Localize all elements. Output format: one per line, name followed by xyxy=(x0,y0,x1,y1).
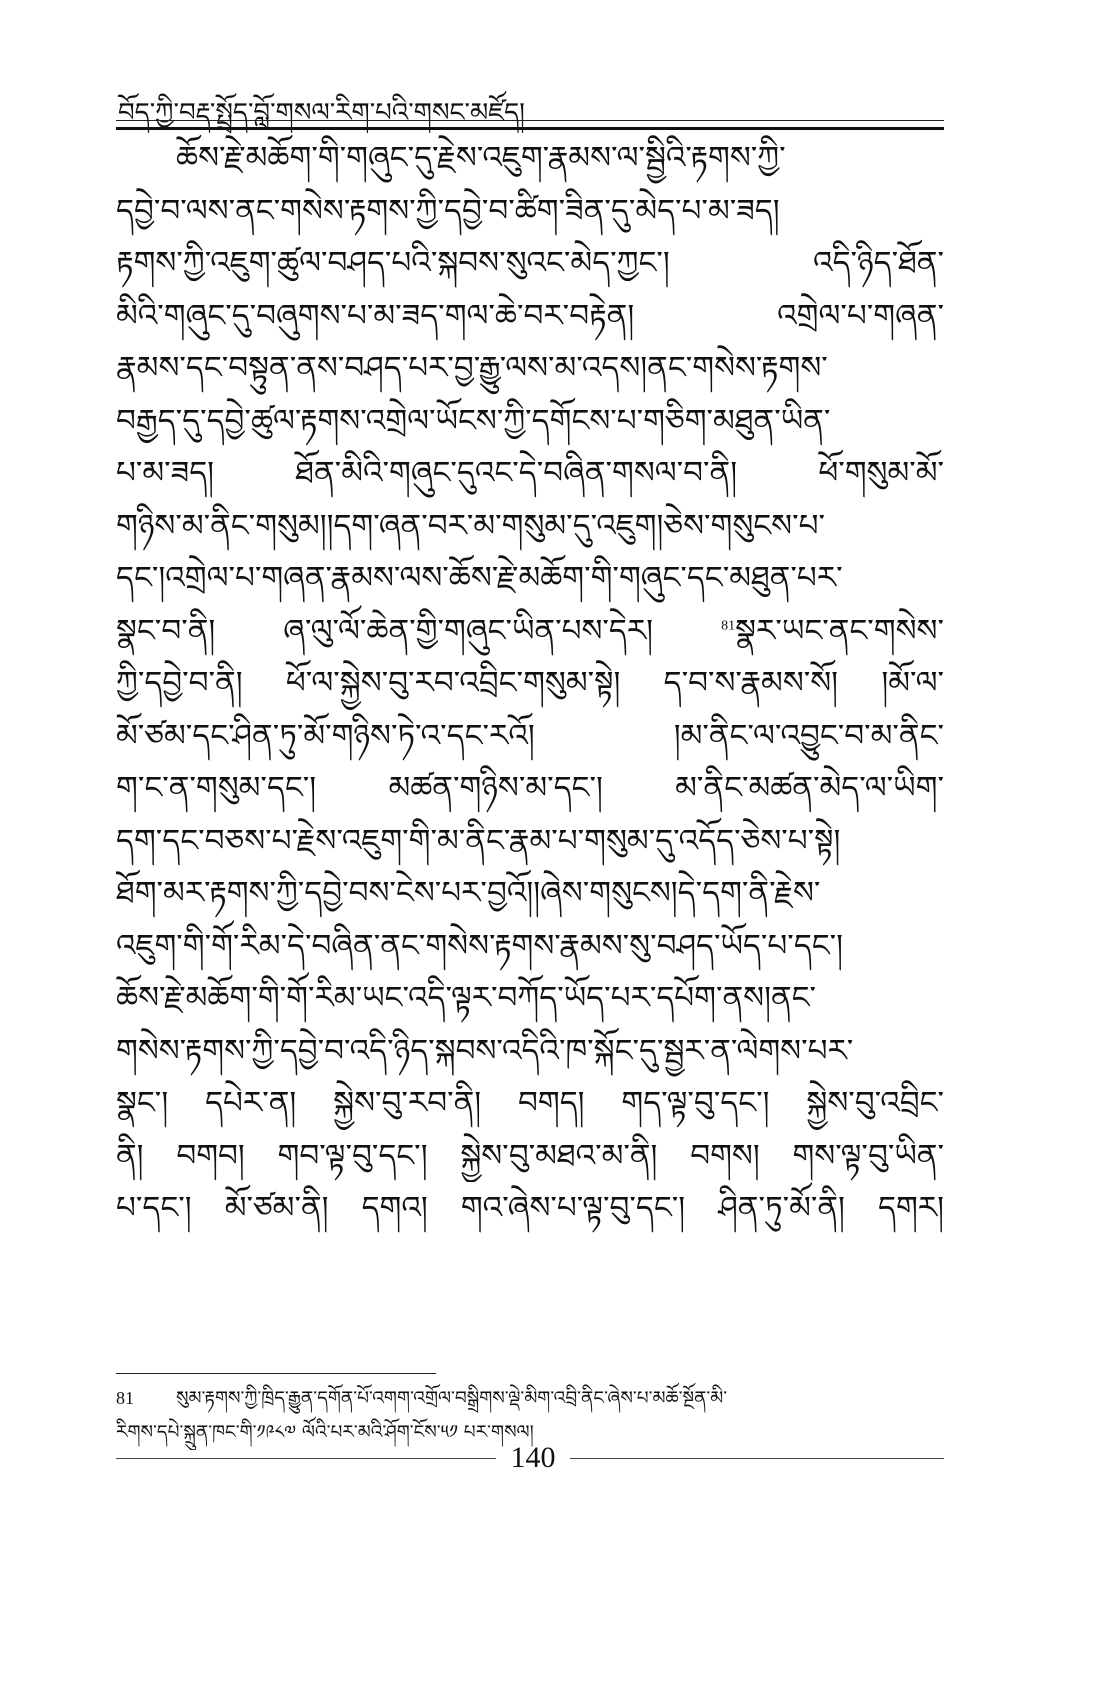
folio-rule-left xyxy=(116,1458,496,1459)
footnote-text-line: སུམ་རྟགས་ཀྱི་ཁྲིད་རྒྱུན་དགོན་པོ་འགག་འགྲོལ་བསྒྲིགས་ལྡེ་མིག་འབྲི་ནིང་ཞེས་པ་མཆོ་སྔོན་མི་ xyxy=(176,1388,728,1409)
text-line: པ་མ་ཟད། ཐོན་མིའི་གཞུང་དུའང་དེ་བཞིན་གསལ་བ་ནི། ཕོ་གསུམ་མོ་ xyxy=(116,455,944,491)
footnote-reference[interactable]: 81 xyxy=(721,618,736,634)
main-text xyxy=(116,132,944,1235)
text-line: གཉིས་མ་ནིང་གསུམ།།དག་ཞན་བར་མ་གསུམ་དུ་འཇུག།ཅེས་གསུངས་པ་ xyxy=(116,507,825,544)
text-line-with-footnote-ref xyxy=(116,605,944,658)
text-line: མོ་ཙམ་དང་ཤིན་ཏུ་མོ་གཉིས་ཏེ་འ་དང་རའོ། །མ་ནིང་ལ་འབྱུང་བ་མ་ནིང་ xyxy=(116,717,944,754)
text-segment: སྣར་ཡང་ནང་གསེས་ xyxy=(735,612,944,649)
text-line: ཀྱི་དབྱེ་བ་ནི། ཕོ་ལ་སྐྱེས་བུ་རབ་འབྲིང་གསུམ་སྟེ། ད་བ་ས་རྣམས་སོ། །མོ་ལ་ xyxy=(116,665,944,701)
text-line: ནི། བགབ། གབ་ལྟ་བུ་དང་། སྐྱེས་བུ་མཐའ་མ་ནི། བགས། གས་ལྟ་བུ་ཡིན་ xyxy=(116,1137,944,1174)
header-rule-thin xyxy=(116,120,944,121)
text-line: ཐོག་མར་རྟགས་ཀྱི་དབྱེ་བས་ངེས་པར་བྱའོ།།ཞེས་གསུངས།དེ་དག་ནི་རྗེས་ xyxy=(116,875,821,911)
text-line: བརྒྱད་དུ་དབྱེ་ཚུལ་རྟགས་འགྲེལ་ཡོངས་ཀྱི་དགོངས་པ་གཅིག་མཐུན་ཡིན་ xyxy=(116,402,831,439)
footnote-separator xyxy=(116,1373,436,1374)
running-header: བོད་ཀྱི་བརྡ་སྤྲོད་བློ་གསལ་རིག་པའི་གསང་མཛོད། xyxy=(118,98,525,128)
footnote-text-line: རིགས་དཔེ་སྐྲུན་ཁང་གི་༡༩༨༧ ལོའི་པར་མའི་ཤོག་ངོས་༥༡ པར་གསལ། xyxy=(116,1422,534,1443)
text-line: ཆོས་རྗེ་མཆོག་གི་གོ་རིམ་ཡང་འདི་ལྟར་བཀོད་ཡོད་པར་དཔོག་ནས།ནང་ xyxy=(116,980,817,1016)
header-rule-thick xyxy=(116,127,944,130)
folio-rule-right xyxy=(570,1458,944,1459)
text-segment: སྣང་བ་ནི། ཞ་ལུ་ལོ་ཆེན་གྱི་གཞུང་ཡིན་པས་དེར། xyxy=(116,612,722,649)
text-line: ག་ང་ན་གསུམ་དང་། མཚན་གཉིས་མ་དང་། མ་ནིང་མཚན་མེད་ལ་ཡིག་ xyxy=(116,770,944,806)
text-line: མིའི་གཞུང་དུ་བཞུགས་པ་མ་ཟད་གལ་ཆེ་བར་བརྟེན། འགྲེལ་པ་གཞན་ xyxy=(116,297,944,334)
text-line: དབྱེ་བ་ལས་ནང་གསེས་རྟགས་ཀྱི་དབྱེ་བ་ཚིག་ཟིན་དུ་མེད་པ་མ་ཟད། xyxy=(116,192,780,229)
text-line: པ་དང་། མོ་ཙམ་ནི། དགའ། གའ་ཞེས་པ་ལྟ་བུ་དང་། ཤིན་ཏུ་མོ་ནི། དགར། xyxy=(116,1190,944,1226)
text-line: དག་དང་བཅས་པ་རྗེས་འཇུག་གི་མ་ནིང་རྣམ་པ་གསུམ་དུ་འདོད་ཅེས་པ་སྟེ། xyxy=(116,822,841,859)
text-line: དང་།འགྲེལ་པ་གཞན་རྣམས་ལས་ཆོས་རྗེ་མཆོག་གི་གཞུང་དང་མཐུན་པར་ xyxy=(116,560,843,596)
page-number: 140 xyxy=(510,1441,556,1474)
footnote-number: 81 xyxy=(116,1388,134,1408)
text-line: རྣམས་དང་བསྟུན་ནས་བཤད་པར་བྱ་རྒྱུ་ལས་མ་འདས།ནང་གསེས་རྟགས་ xyxy=(116,350,828,386)
text-line: སྣང་། དཔེར་ན། སྐྱེས་བུ་རབ་ནི། བགད། གད་ལྟ་བུ་དང་། སྐྱེས་བུ་འབྲིང་ xyxy=(116,1085,944,1121)
text-line: གསེས་རྟགས་ཀྱི་དབྱེ་བ་འདི་ཉིད་སྐབས་འདིའི་ཁ་སྐོང་དུ་སྦྱར་ན་ལེགས་པར་ xyxy=(116,1032,854,1069)
text-line: རྟགས་ཀྱི་འཇུག་ཚུལ་བཤད་པའི་སྐབས་སུའང་མེད་ཀྱང་། འདི་ཉིད་ཐོན་ xyxy=(116,245,944,281)
text-line: ཆོས་རྗེ་མཆོག་གི་གཞུང་དུ་རྗེས་འཇུག་རྣམས་ལ་སྦྱིའི་རྟགས་ཀྱི་ xyxy=(176,140,786,176)
text-line: འཇུག་གི་གོ་རིམ་དེ་བཞིན་ནང་གསེས་རྟགས་རྣམས་སུ་བཤད་ཡོད་པ་དང་། xyxy=(116,927,844,964)
